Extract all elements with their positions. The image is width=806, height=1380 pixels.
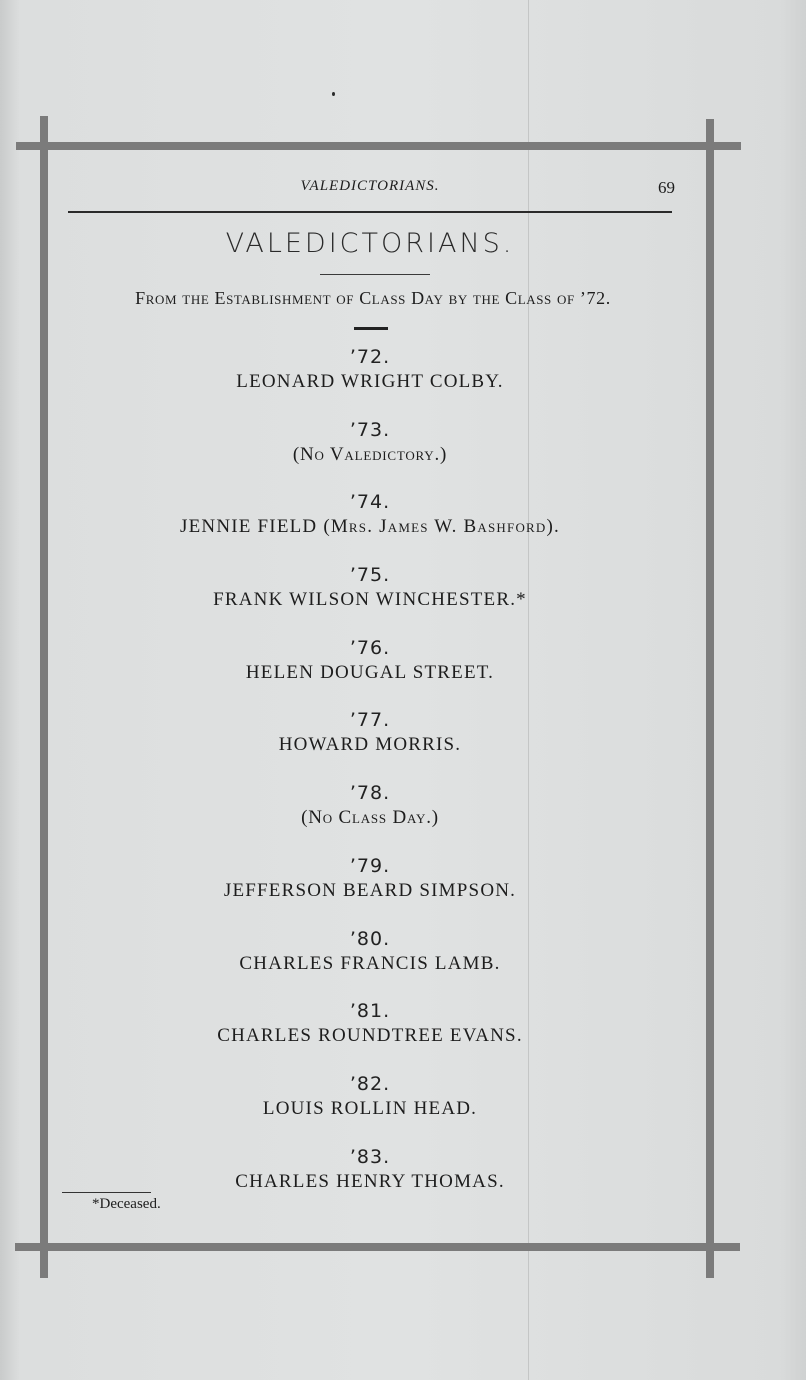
entry-married-name: (Mrs. James W. Bashford). bbox=[323, 516, 560, 538]
list-item bbox=[0, 345, 740, 418]
entry-year: ’75. bbox=[349, 564, 391, 587]
list-item bbox=[0, 781, 740, 854]
ink-speck bbox=[332, 92, 335, 96]
entry-note: (No Class Day.) bbox=[301, 807, 439, 829]
entry-year: ’72. bbox=[349, 346, 391, 368]
title-rule bbox=[320, 274, 430, 275]
entry-name-line bbox=[0, 514, 740, 540]
entry-name: CHARLES HENRY THOMAS. bbox=[235, 1170, 505, 1192]
list-item bbox=[0, 999, 740, 1072]
entry-year: ’80. bbox=[349, 927, 391, 950]
footnote-rule bbox=[62, 1192, 151, 1193]
list-item bbox=[0, 708, 740, 781]
header-rule bbox=[68, 211, 672, 213]
frame-bottom-bar bbox=[15, 1243, 740, 1251]
entry-name: FRANK WILSON WINCHESTER.* bbox=[213, 589, 527, 611]
frame-top-bar bbox=[16, 142, 741, 150]
page-subtitle: From the Establishment of Class Day by the Class of ’72. bbox=[135, 288, 611, 308]
entry-name: LOUIS ROLLIN HEAD. bbox=[262, 1097, 478, 1119]
entry-year: ’83. bbox=[349, 1145, 391, 1168]
list-item bbox=[0, 418, 740, 491]
running-header-title: VALEDICTORIANS. bbox=[300, 178, 440, 194]
list-item bbox=[0, 636, 740, 709]
entry-name: HELEN DOUGAL STREET. bbox=[245, 661, 495, 683]
page-number: 69 bbox=[658, 178, 675, 197]
entry-name: CHARLES ROUNDTREE EVANS. bbox=[217, 1025, 523, 1047]
entry-year: ’79. bbox=[349, 854, 391, 877]
entry-year: ’81. bbox=[349, 1000, 391, 1023]
entry-name: JEFFERSON BEARD SIMPSON. bbox=[223, 879, 517, 901]
list-item bbox=[0, 490, 740, 563]
list-item bbox=[0, 927, 740, 1000]
entry-year: ’74. bbox=[349, 491, 391, 514]
entry-name: JENNIE FIELD bbox=[180, 516, 318, 538]
section-rule bbox=[354, 327, 388, 330]
valedictorian-list bbox=[0, 345, 740, 1217]
entry-name: CHARLES FRANCIS LAMB. bbox=[239, 952, 501, 974]
entry-name: HOWARD MORRIS. bbox=[278, 734, 462, 756]
entry-year: ’78. bbox=[349, 782, 391, 805]
entry-year: ’76. bbox=[349, 636, 391, 659]
list-item bbox=[0, 854, 740, 927]
entry-note: (No Valedictory.) bbox=[292, 443, 448, 465]
page-title: VALEDICTORIANS. bbox=[225, 228, 515, 259]
list-item bbox=[0, 563, 740, 636]
entry-year: ’82. bbox=[349, 1072, 391, 1095]
entry-name: LEONARD WRIGHT COLBY. bbox=[236, 371, 504, 392]
list-item bbox=[0, 1072, 740, 1145]
footnote: *Deceased. bbox=[92, 1196, 161, 1212]
entry-year: ’73. bbox=[349, 418, 391, 441]
entry-year: ’77. bbox=[349, 709, 391, 732]
